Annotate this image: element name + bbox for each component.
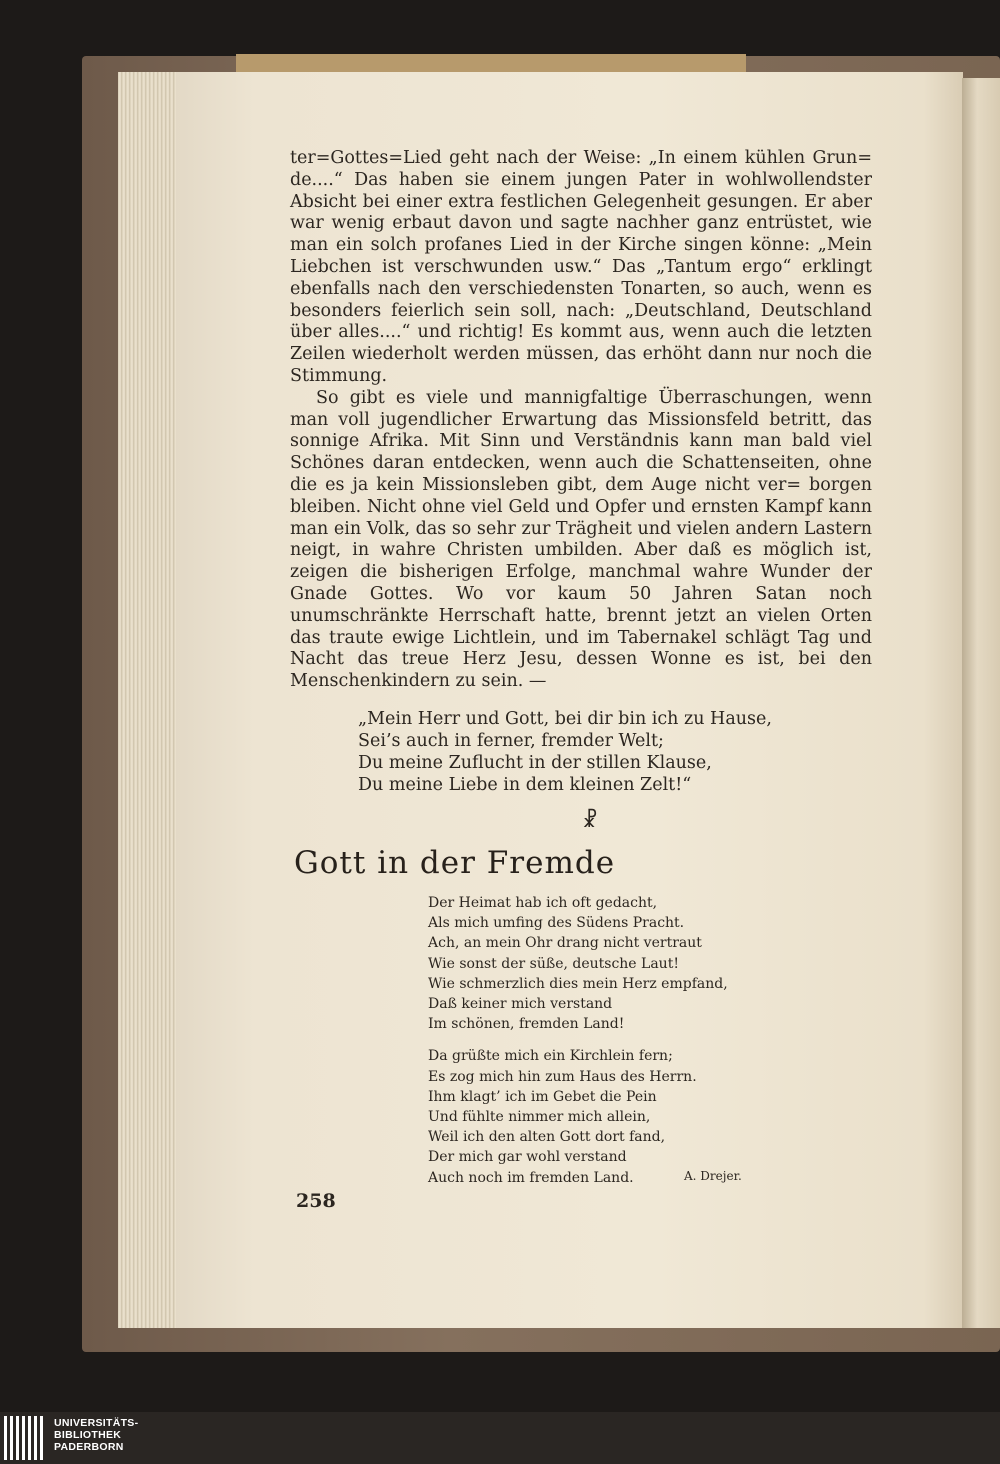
chi-rho-ornament-icon: ☧ [582,808,598,832]
body-text [290,148,872,693]
poem-line: Als mich umfing des Südens Pracht. [428,915,685,932]
library-name [54,1417,138,1453]
poem-line: Weil ich den alten Gott dort fand, [428,1129,666,1146]
verse-line: Sei’s auch in ferner, fremder Welt; [358,731,664,751]
verse-line: Du meine Liebe in dem kleinen Zelt!“ [358,775,692,795]
closing-verse [358,708,858,796]
poem-line: Der Heimat hab ich oft gedacht, [428,895,658,911]
poem-line: Der mich gar wohl verstand [428,1149,627,1166]
library-name-line: BIBLIOTHEK [54,1429,122,1441]
library-logo-icon [4,1416,48,1460]
poem-line: Im schönen, fremden Land! [428,1016,625,1033]
library-footer [0,1412,1000,1464]
poem-author: A. Drejer. [684,1169,742,1183]
poem [428,893,768,1188]
paragraph-1: ter=Gottes=Lied geht nach der Weise: „In einem kühlen Grun= de....“ Das haben sie einem jungen Pater in wohlwollendster Absicht bei einer extra festlichen Gelegenheit gesungen. Er aber war wenig erbaut davon und sagte nachher ganz entrüstet, wie man ein solch profanes Lied in der Kirche singen könne: „Mein Liebchen ist verschwunden usw.“ Das „Tantum ergo“ erklingt ebenfalls nach den verschiedensten Tonarten, so auch, wenn es besonders feierlich sein soll, nach: „Deutschland, Deutschland über alles....“ und richtig! Es kommt aus, wenn auch die letzten Zeilen wiederholt werden müssen, das erhöht dann nur noch die Stimmung. [290,148,872,386]
page-number: 258 [296,1190,336,1212]
poem-line: Es zog mich hin zum Haus des Herrn. [428,1068,697,1085]
poem-line: Daß keiner mich verstand [428,996,613,1013]
poem-line: Auch noch im fremden Land. [428,1169,634,1186]
poem-line: Da grüßte mich ein Kirchlein fern; [428,1048,673,1065]
poem-title: Gott in der Fremde [294,845,616,881]
poem-line: Und fühlte nimmer mich allein, [428,1109,651,1126]
page-edges [118,72,178,1328]
facing-page-edge [962,78,1000,1328]
poem-line: Ach, an mein Ohr drang nicht vertraut [428,935,702,952]
verse-line: „Mein Herr und Gott, bei dir bin ich zu Hause, [358,709,772,729]
poem-line: Wie sonst der süße, deutsche Laut! [428,955,679,972]
verse-line: Du meine Zuflucht in der stillen Klause, [358,753,712,773]
poem-line: Wie schmerzlich dies mein Herz empfand, [428,975,728,992]
poem-line: Ihm klagt’ ich im Gebet die Pein [428,1088,657,1105]
library-name-line: PADERBORN [54,1441,124,1453]
stanza-gap [428,1034,768,1046]
paragraph-2: So gibt es viele und mannigfaltige Überraschungen, wenn man voll jugendlicher Erwartung das Missionsfeld betritt, das sonnige Afrika. Mit Sinn und Verständnis kann man bald viel Schönes daran entdecken, wenn auch die Schattenseiten, ohne die es ja kein Missionsleben gibt, dem Auge nicht ver= borgen bleiben. Nicht ohne viel Geld und Opfer und ernsten Kampf kann man ein Volk, das so sehr zur Trägheit und vielen andern Lastern neigt, in wahre Christen umbilden. Aber daß es möglich ist, zeigen die bisherigen Erfolge, manchmal wahre Wunder der Gnade Gottes. Wo vor kaum 50 Jahren Satan noch unumschränkte Herrschaft hatte, brennt jetzt an vielen Orten das traute ewige Lichtlein, und im Tabernakel schlägt Tag und Nacht das treue Herz Jesu, dessen Wonne es ist, bei den Menschenkindern zu sein. — [290,387,872,692]
library-name-line: UNIVERSITÄTS- [54,1417,139,1429]
